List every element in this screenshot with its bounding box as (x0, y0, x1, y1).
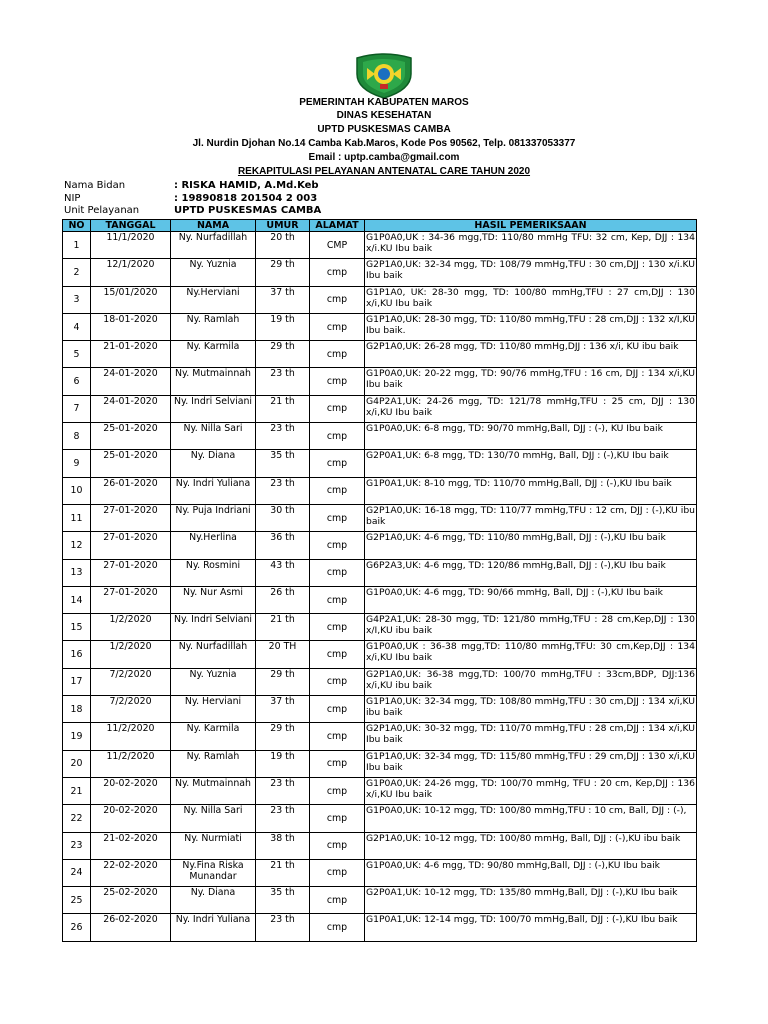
table-row (63, 259, 697, 286)
cell-nama: Ny. Nurmiati (171, 832, 256, 859)
cell-umur: 37 th (256, 696, 310, 723)
cell-umur: 23 th (256, 805, 310, 832)
cell-nama: Ny. Ramlah (171, 750, 256, 777)
cell-hasil: G1P0A0,UK: 24-26 mgg, TD: 100/70 mmHg, TFU : 20 cm, Kep,DJJ : 136 x/i,KU Ibu baik (365, 777, 697, 804)
cell-hasil: G2P1A0,UK: 32-34 mgg, TD: 108/79 mmHg,TFU : 30 cm,DJJ : 130 x/i.KU Ibu baik (365, 259, 697, 286)
table-row (63, 723, 697, 750)
table-row (63, 668, 697, 695)
cell-hasil: G2P1A0,UK: 26-28 mgg, TD: 110/80 mmHg,DJJ : 136 x/i, KU ibu baik (365, 341, 697, 368)
cell-no: 25 (63, 887, 91, 914)
table-row (63, 777, 697, 804)
cell-tanggal: 20-02-2020 (91, 805, 171, 832)
cell-no: 10 (63, 477, 91, 504)
cell-hasil: G1P0A1,UK: 8-10 mgg, TD: 110/70 mmHg,Ball, DJJ : (-),KU Ibu baik (365, 477, 697, 504)
cell-tanggal: 25-02-2020 (91, 887, 171, 914)
cell-hasil: G2P1A0,UK: 30-32 mgg, TD: 110/70 mmHg,TFU : 28 cm,DJJ : 134 x/i,KU Ibu baik (365, 723, 697, 750)
table-row (63, 696, 697, 723)
cell-alamat: cmp (310, 914, 365, 941)
cell-nama: Ny. Nilla Sari (171, 423, 256, 450)
cell-no: 24 (63, 859, 91, 886)
col-header-umur: UMUR (256, 220, 310, 232)
table-row (63, 477, 697, 504)
cell-alamat: cmp (310, 395, 365, 422)
cell-tanggal: 25-01-2020 (91, 450, 171, 477)
table-row (63, 423, 697, 450)
cell-hasil: G2P0A1,UK: 6-8 mgg, TD: 130/70 mmHg, Ball, DJJ : (-),KU Ibu baik (365, 450, 697, 477)
cell-no: 21 (63, 777, 91, 804)
cell-alamat: cmp (310, 450, 365, 477)
cell-no: 19 (63, 723, 91, 750)
cell-hasil: G1P0A0,UK: 4-6 mgg, TD: 90/80 mmHg,Ball, DJJ : (-),KU Ibu baik (365, 859, 697, 886)
cell-umur: 35 th (256, 887, 310, 914)
header-email: Email : uptp.camba@gmail.com (308, 152, 460, 163)
cell-umur: 20 th (256, 232, 310, 259)
cell-tanggal: 27-01-2020 (91, 586, 171, 613)
cell-alamat: cmp (310, 532, 365, 559)
table-row (63, 805, 697, 832)
cell-hasil: G2P0A1,UK: 10-12 mgg, TD: 135/80 mmHg,Ball, DJJ : (-),KU Ibu baik (365, 887, 697, 914)
table-row (63, 504, 697, 531)
cell-alamat: cmp (310, 559, 365, 586)
cell-tanggal: 24-01-2020 (91, 395, 171, 422)
table-header-row (63, 220, 697, 232)
cell-tanggal: 1/2/2020 (91, 641, 171, 668)
cell-tanggal: 1/2/2020 (91, 614, 171, 641)
cell-tanggal: 12/1/2020 (91, 259, 171, 286)
cell-no: 4 (63, 313, 91, 340)
cell-nama: Ny. Diana (171, 450, 256, 477)
table-row (63, 859, 697, 886)
cell-nama: Ny. Puja Indriani (171, 504, 256, 531)
cell-nama: Ny. Indri Selviani (171, 614, 256, 641)
cell-no: 23 (63, 832, 91, 859)
cell-umur: 35 th (256, 450, 310, 477)
col-header-alamat: ALAMAT (310, 220, 365, 232)
table-row (63, 395, 697, 422)
cell-nama: Ny.Herlina (171, 532, 256, 559)
cell-no: 7 (63, 395, 91, 422)
nip-value: : 19890818 201504 2 003 (174, 192, 318, 204)
cell-tanggal: 11/2/2020 (91, 723, 171, 750)
cell-alamat: cmp (310, 859, 365, 886)
cell-nama: Ny. Mutmainnah (171, 368, 256, 395)
cell-umur: 23 th (256, 423, 310, 450)
cell-nama: Ny. Mutmainnah (171, 777, 256, 804)
cell-hasil: G1P0A0,UK : 34-36 mgg,TD: 110/80 mmHg TFU: 32 cm, Kep, DJJ : 134 x/i.KU Ibu baik (365, 232, 697, 259)
cell-no: 14 (63, 586, 91, 613)
cell-alamat: cmp (310, 504, 365, 531)
cell-alamat: cmp (310, 696, 365, 723)
bidan-value: : RISKA HAMID, A.Md.Keb (174, 180, 319, 191)
cell-hasil: G1P0A1,UK: 12-14 mgg, TD: 100/70 mmHg,Ball, DJJ : (-),KU Ibu baik (365, 914, 697, 941)
table-row (63, 641, 697, 668)
cell-nama: Ny. Diana (171, 887, 256, 914)
cell-no: 20 (63, 750, 91, 777)
col-header-hasil: HASIL PEMERIKSAAN (365, 220, 697, 232)
cell-nama: Ny. Nurfadillah (171, 641, 256, 668)
cell-tanggal: 27-01-2020 (91, 504, 171, 531)
cell-alamat: cmp (310, 368, 365, 395)
cell-alamat: cmp (310, 832, 365, 859)
cell-no: 2 (63, 259, 91, 286)
cell-hasil: G1P1A0,UK: 32-34 mgg, TD: 115/80 mmHg,TFU : 29 cm,DJJ : 130 x/i,KU Ibu baik (365, 750, 697, 777)
cell-tanggal: 11/2/2020 (91, 750, 171, 777)
cell-umur: 21 th (256, 614, 310, 641)
cell-no: 3 (63, 286, 91, 313)
cell-umur: 37 th (256, 286, 310, 313)
unit-value: UPTD PUSKESMAS CAMBA (174, 205, 322, 216)
cell-nama: Ny. Indri Yuliana (171, 914, 256, 941)
header-department: DINAS KESEHATAN (336, 110, 432, 121)
cell-tanggal: 7/2/2020 (91, 696, 171, 723)
cell-umur: 29 th (256, 668, 310, 695)
cell-hasil: G2P1A0,UK: 10-12 mgg, TD: 100/80 mmHg, Ball, DJJ : (-),KU ibu baik (365, 832, 697, 859)
cell-no: 1 (63, 232, 91, 259)
cell-alamat: cmp (310, 423, 365, 450)
cell-tanggal: 27-01-2020 (91, 559, 171, 586)
cell-umur: 23 th (256, 777, 310, 804)
cell-alamat: cmp (310, 477, 365, 504)
cell-no: 13 (63, 559, 91, 586)
cell-tanggal: 25-01-2020 (91, 423, 171, 450)
cell-tanggal: 7/2/2020 (91, 668, 171, 695)
cell-alamat: cmp (310, 887, 365, 914)
table-row (63, 368, 697, 395)
midwife-info (64, 180, 321, 218)
cell-no: 12 (63, 532, 91, 559)
cell-umur: 36 th (256, 532, 310, 559)
cell-tanggal: 26-01-2020 (91, 477, 171, 504)
cell-hasil: G4P2A1,UK: 24-26 mgg, TD: 121/78 mmHg,TFU : 25 cm, DJJ : 130 x/i,KU Ibu baik (365, 395, 697, 422)
table-row (63, 559, 697, 586)
cell-tanggal: 11/1/2020 (91, 232, 171, 259)
cell-alamat: cmp (310, 723, 365, 750)
cell-tanggal: 22-02-2020 (91, 859, 171, 886)
cell-umur: 43 th (256, 559, 310, 586)
cell-umur: 23 th (256, 914, 310, 941)
bidan-label: Nama Bidan (64, 180, 126, 191)
cell-no: 6 (63, 368, 91, 395)
header-government: PEMERINTAH KABUPATEN MAROS (299, 97, 469, 108)
cell-umur: 29 th (256, 723, 310, 750)
table-row (63, 286, 697, 313)
cell-tanggal: 18-01-2020 (91, 313, 171, 340)
cell-no: 26 (63, 914, 91, 941)
nip-label: NIP (64, 192, 81, 204)
unit-label: Unit Pelayanan (64, 205, 140, 216)
cell-tanggal: 27-01-2020 (91, 532, 171, 559)
cell-tanggal: 26-02-2020 (91, 914, 171, 941)
header-unit: UPTD PUSKESMAS CAMBA (317, 124, 451, 135)
cell-hasil: G1P0A0,UK: 4-6 mgg, TD: 90/66 mmHg, Ball, DJJ : (-),KU Ibu baik (365, 586, 697, 613)
cell-hasil: G2P1A0,UK: 36-38 mgg,TD: 100/70 mmHg,TFU : 33cm,BDP, DJJ:136 x/i,KU ibu baik (365, 668, 697, 695)
cell-umur: 19 th (256, 313, 310, 340)
cell-nama: Ny. Nurfadillah (171, 232, 256, 259)
table-row (63, 341, 697, 368)
cell-umur: 23 th (256, 368, 310, 395)
cell-nama: Ny.Herviani (171, 286, 256, 313)
cell-no: 9 (63, 450, 91, 477)
cell-tanggal: 24-01-2020 (91, 368, 171, 395)
cell-nama: Ny. Indri Selviani (171, 395, 256, 422)
cell-alamat: cmp (310, 313, 365, 340)
cell-tanggal: 21-02-2020 (91, 832, 171, 859)
cell-umur: 38 th (256, 832, 310, 859)
cell-alamat: cmp (310, 750, 365, 777)
cell-nama: Ny. Nilla Sari (171, 805, 256, 832)
cell-nama: Ny. Ramlah (171, 313, 256, 340)
cell-hasil: G1P1A0, UK: 28-30 mgg, TD: 100/80 mmHg,TFU : 27 cm,DJJ : 130 x/i,KU Ibu baik (365, 286, 697, 313)
cell-nama: Ny. Herviani (171, 696, 256, 723)
table-row (63, 586, 697, 613)
cell-hasil: G1P1A0,UK: 28-30 mgg, TD: 110/80 mmHg,TFU : 28 cm,DJJ : 132 x/I,KU Ibu baik. (365, 313, 697, 340)
cell-umur: 21 th (256, 859, 310, 886)
cell-hasil: G6P2A3,UK: 4-6 mgg, TD: 120/86 mmHg,Ball, DJJ : (-),KU Ibu baik (365, 559, 697, 586)
cell-umur: 20 TH (256, 641, 310, 668)
cell-umur: 30 th (256, 504, 310, 531)
table-row (63, 313, 697, 340)
cell-nama: Ny. Karmila (171, 341, 256, 368)
header-address: Jl. Nurdin Djohan No.14 Camba Kab.Maros, Kode Pos 90562, Telp. 081337053377 (192, 138, 576, 149)
cell-no: 8 (63, 423, 91, 450)
col-header-tanggal: TANGGAL (91, 220, 171, 232)
col-header-no: NO (63, 220, 91, 232)
cell-hasil: G1P0A0,UK: 10-12 mgg, TD: 100/80 mmHg,TFU : 10 cm, Ball, DJJ : (-), (365, 805, 697, 832)
table-row (63, 750, 697, 777)
cell-umur: 29 th (256, 259, 310, 286)
cell-no: 16 (63, 641, 91, 668)
cell-nama: Ny. Rosmini (171, 559, 256, 586)
cell-tanggal: 15/01/2020 (91, 286, 171, 313)
cell-alamat: cmp (310, 259, 365, 286)
table-row (63, 914, 697, 941)
cell-nama: Ny.Fina Riska Munandar (171, 859, 256, 886)
table-row (63, 614, 697, 641)
cell-umur: 23 th (256, 477, 310, 504)
cell-no: 17 (63, 668, 91, 695)
cell-tanggal: 21-01-2020 (91, 341, 171, 368)
document-title: REKAPITULASI PELAYANAN ANTENATAL CARE TAHUN 2020 (237, 166, 531, 177)
cell-no: 11 (63, 504, 91, 531)
table-row (63, 832, 697, 859)
cell-umur: 21 th (256, 395, 310, 422)
cell-hasil: G2P1A0,UK: 16-18 mgg, TD: 110/77 mmHg,TFU : 12 cm, DJJ : (-),KU ibu baik (365, 504, 697, 531)
cell-no: 22 (63, 805, 91, 832)
cell-nama: Ny. Indri Yuliana (171, 477, 256, 504)
table-row (63, 232, 697, 259)
maros-emblem-logo (353, 52, 415, 100)
cell-hasil: G1P0A0,UK: 20-22 mgg, TD: 90/76 mmHg,TFU : 16 cm, DJJ : 134 x/i,KU Ibu baik (365, 368, 697, 395)
cell-no: 5 (63, 341, 91, 368)
cell-alamat: cmp (310, 614, 365, 641)
cell-umur: 29 th (256, 341, 310, 368)
col-header-nama: NAMA (171, 220, 256, 232)
cell-umur: 19 th (256, 750, 310, 777)
cell-hasil: G1P0A0,UK: 6-8 mgg, TD: 90/70 mmHg,Ball, DJJ : (-), KU Ibu baik (365, 423, 697, 450)
table-row (63, 532, 697, 559)
cell-alamat: cmp (310, 668, 365, 695)
antenatal-care-table (62, 219, 697, 942)
cell-no: 15 (63, 614, 91, 641)
cell-hasil: G4P2A1,UK: 28-30 mgg, TD: 121/80 mmHg,TFU : 28 cm,Kep,DJJ : 130 x/I,KU ibu baik (365, 614, 697, 641)
cell-alamat: cmp (310, 805, 365, 832)
cell-no: 18 (63, 696, 91, 723)
cell-hasil: G1P1A0,UK: 32-34 mgg, TD: 108/80 mmHg,TFU : 30 cm,DJJ : 134 x/i,KU ibu baik (365, 696, 697, 723)
cell-hasil: G1P0A0,UK : 36-38 mgg,TD: 110/80 mmHg,TFU: 30 cm,Kep,DJJ : 134 x/i,KU Ibu baik (365, 641, 697, 668)
cell-alamat: cmp (310, 777, 365, 804)
cell-tanggal: 20-02-2020 (91, 777, 171, 804)
cell-nama: Ny. Yuznia (171, 259, 256, 286)
cell-alamat: cmp (310, 286, 365, 313)
cell-nama: Ny. Yuznia (171, 668, 256, 695)
table-row (63, 450, 697, 477)
cell-hasil: G2P1A0,UK: 4-6 mgg, TD: 110/80 mmHg,Ball, DJJ : (-),KU Ibu baik (365, 532, 697, 559)
cell-umur: 26 th (256, 586, 310, 613)
cell-alamat: cmp (310, 641, 365, 668)
cell-nama: Ny. Karmila (171, 723, 256, 750)
table-row (63, 887, 697, 914)
cell-nama: Ny. Nur Asmi (171, 586, 256, 613)
cell-alamat: cmp (310, 341, 365, 368)
cell-alamat: cmp (310, 586, 365, 613)
cell-alamat: CMP (310, 232, 365, 259)
